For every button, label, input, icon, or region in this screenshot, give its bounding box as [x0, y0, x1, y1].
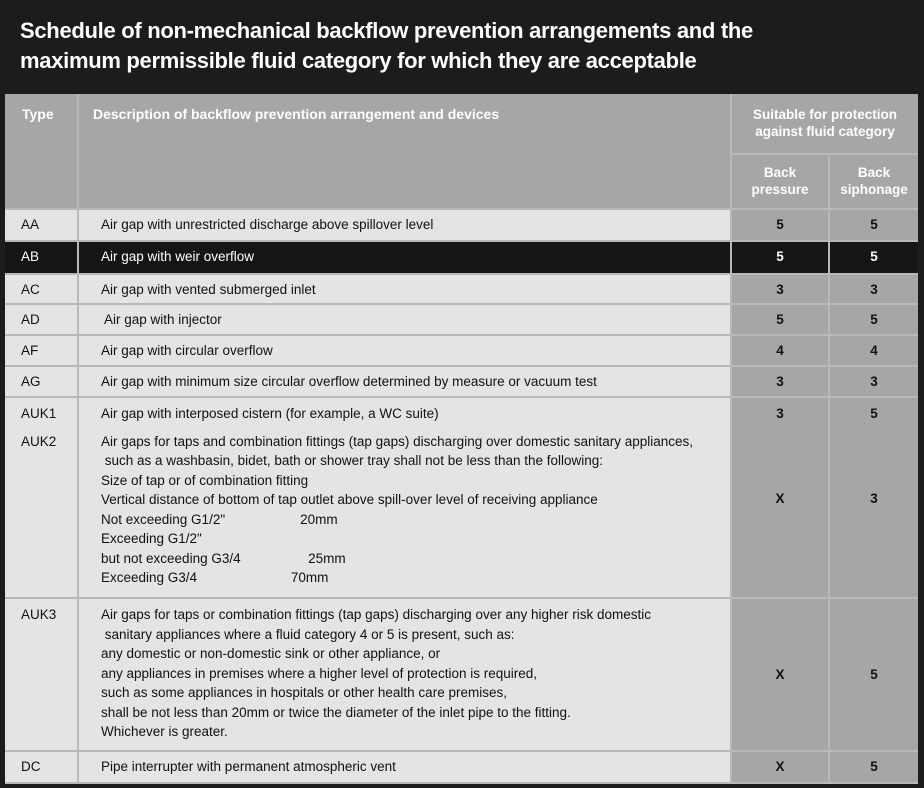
desc-line: any appliances in premises where a higher level of protection is required,	[101, 665, 537, 681]
desc-line: Size of tap or of combination fitting	[101, 472, 309, 488]
desc-line: Air gaps for taps and combination fittings (tap gaps) discharging over domestic sanitary appliances,	[101, 433, 694, 449]
table-row	[5, 210, 918, 240]
cell-back-pressure: X	[775, 491, 785, 506]
desc-line: any domestic or non-domestic sink or other appliance, or	[101, 646, 441, 661]
cell-type: AUK3	[5, 599, 77, 750]
cell-back-siphonage	[830, 599, 918, 750]
cell-back-pressure: 5	[732, 305, 828, 334]
cell-description: Air gap with vented submerged inlet	[79, 275, 730, 303]
header-back-pressure: Back pressure	[732, 155, 828, 208]
table-row	[5, 305, 918, 334]
cell-back-siphonage: 3	[870, 491, 878, 506]
cell-description-group	[79, 599, 730, 750]
desc-line: Air gaps for taps or combination fittings (tap gaps) discharging over any higher risk domestic	[101, 607, 652, 622]
cell-type: AG	[5, 367, 77, 396]
desc-line: such as a washbasin, bidet, bath or shower tray shall not be less than the following:	[101, 453, 604, 468]
page-title: Schedule of non-mechanical backflow prevention arrangements and the maximum permissible fluid category for which they are acceptable	[20, 18, 753, 73]
cell-back-siphonage: 5	[870, 406, 878, 421]
cell-description-group	[79, 398, 730, 597]
desc-line: Exceeding G1/2"	[101, 531, 202, 546]
cell-back-siphonage: 3	[830, 275, 918, 303]
cell-type: AF	[5, 336, 77, 365]
cell-description: Air gap with minimum size circular overflow determined by measure or vacuum test	[79, 367, 730, 396]
cell-back-pressure: 4	[732, 336, 828, 365]
cell-back-siphonage: 5	[830, 210, 918, 240]
header-suitable: Suitable for protection against fluid category	[732, 94, 918, 153]
cell-back-pressure: X	[732, 752, 828, 782]
cell-type-group	[5, 398, 77, 597]
cell-type: AD	[5, 305, 77, 334]
cell-back-siphonage: 5	[830, 752, 918, 782]
cell-description: Pipe interrupter with permanent atmospheric vent	[79, 752, 730, 782]
table-row-highlighted	[5, 242, 918, 273]
cell-description: Air gap with weir overflow	[79, 242, 730, 273]
cell-description: Air gap with unrestricted discharge above spillover level	[79, 210, 730, 240]
desc-line: sanitary appliances where a fluid category 4 or 5 is present, such as:	[101, 626, 515, 642]
cell-back-pressure: 3	[776, 406, 784, 421]
cell-description: Air gap with injector	[79, 305, 730, 334]
table-row-auk3	[5, 599, 918, 750]
cell-value: X	[775, 666, 785, 682]
cell-back-siphonage: 4	[830, 336, 918, 365]
cell-type: AUK1	[21, 406, 57, 421]
cell-value: 5	[870, 666, 878, 682]
desc-line: Vertical distance of bottom of tap outlet above spill-over level of receiving appliance	[101, 492, 598, 507]
cell-back-pressure	[732, 599, 828, 750]
cell-type: DC	[5, 752, 77, 782]
header-type: Type	[5, 94, 77, 208]
table-row	[5, 752, 918, 782]
cell-description: Air gap with interposed cistern (for example, a WC suite)	[101, 406, 439, 421]
desc-line: shall be not less than 20mm or twice the diameter of the inlet pipe to the fitting.	[101, 704, 571, 720]
cell-back-pressure-group	[732, 398, 828, 597]
cell-type: AA	[5, 210, 77, 240]
cell-description: Air gap with circular overflow	[79, 336, 730, 365]
backflow-table	[5, 94, 918, 784]
desc-line: such as some appliances in hospitals or other health care premises,	[101, 685, 507, 700]
desc-line: Exceeding G3/4 70mm	[101, 570, 329, 585]
cell-type: AB	[5, 242, 77, 273]
header-back-siphonage: Back siphonage	[830, 155, 918, 208]
cell-back-siphonage: 3	[830, 367, 918, 396]
desc-line: Whichever is greater.	[101, 724, 228, 739]
cell-back-siphonage: 5	[830, 305, 918, 334]
cell-back-siphonage-group	[830, 398, 918, 597]
desc-line: Not exceeding G1/2" 20mm	[101, 511, 338, 527]
cell-type: AUK2	[21, 433, 57, 449]
table-row	[5, 367, 918, 396]
cell-back-pressure: 5	[732, 242, 828, 273]
table-row-auk1-auk2	[5, 398, 918, 597]
desc-line: but not exceeding G3/4 25mm	[101, 550, 346, 566]
cell-back-pressure: 3	[732, 275, 828, 303]
cell-back-siphonage: 5	[830, 242, 918, 273]
table-row	[5, 275, 918, 303]
table-row	[5, 336, 918, 365]
header-description: Description of backflow prevention arrangement and devices	[79, 94, 730, 208]
cell-type: AC	[5, 275, 77, 303]
cell-back-pressure: 3	[732, 367, 828, 396]
cell-back-pressure: 5	[732, 210, 828, 240]
